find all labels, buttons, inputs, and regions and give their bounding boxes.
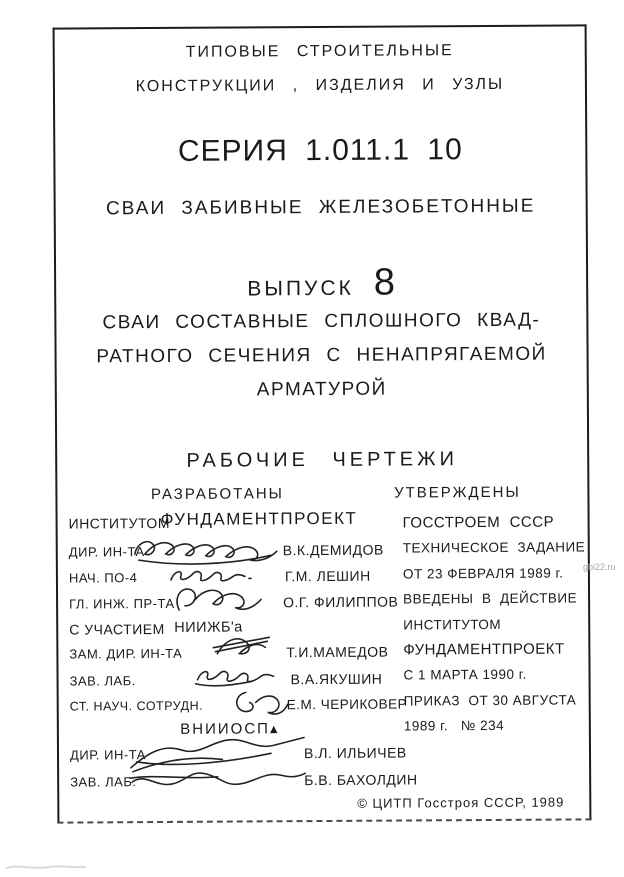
- copyright-line: © ЦИТП Госстроя СССР, 1989: [357, 794, 565, 811]
- person-name: В.Л. ИЛЬИЧЕВ: [303, 744, 407, 762]
- series-title: СЕРИЯ 1.011.1 10: [177, 133, 463, 168]
- signature-row: [70, 769, 418, 793]
- person-name: О.Г. ФИЛИППОВ: [283, 593, 399, 611]
- role-label: ГЛ. ИНЖ. ПР-ТА: [69, 595, 175, 612]
- approved-line: ГОССТРОЕМ СССР: [402, 513, 555, 532]
- faint-watermark: [4, 862, 89, 872]
- signature-bakholdin: [128, 763, 308, 796]
- institute-name: ВНИИОСП▴: [180, 720, 280, 738]
- approved-line: ФУНДАМЕНТПРОЕКТ: [403, 640, 565, 659]
- approved-line: ВВЕДЕНЫ В ДЕЙСТВИЕ: [403, 590, 578, 607]
- approved-line: ПРИКАЗ ОТ 30 АВГУСТА: [403, 692, 577, 709]
- approved-header: УТВЕРЖДЕНЫ: [394, 483, 521, 502]
- role-label: ЗАМ. ДИР. ИН-ТА: [69, 645, 183, 662]
- issue-label: ВЫПУСК: [247, 276, 354, 301]
- role-label: ЗАВ. ЛАБ.: [70, 774, 137, 790]
- role-label: ИНСТИТУТОМ: [68, 514, 171, 532]
- role-label: НАЧ. ПО-4: [68, 570, 138, 586]
- approved-column: [403, 509, 594, 739]
- document-subject-title: СВАИ ЗАБИВНЫЕ ЖЕЛЕЗОБЕТОННЫЕ: [105, 195, 536, 220]
- approved-line: ТЕХНИЧЕСКОЕ ЗАДАНИЕ: [402, 539, 586, 556]
- document-border-frame: [53, 24, 592, 823]
- drawings-title: РАБОЧИЕ ЧЕРТЕЖИ: [186, 448, 459, 472]
- approved-line: ОТ 23 ФЕВРАЛЯ 1989 г.: [402, 565, 564, 582]
- role-label: СТ. НАУЧ. СОТРУДН.: [69, 698, 204, 714]
- document-type-line2: КОНСТРУКЦИИ , ИЗДЕЛИЯ И УЗЛЫ: [135, 75, 505, 96]
- description-line: СВАИ СОСТАВНЫЕ СПЛОШНОГО КВАД-: [102, 309, 541, 334]
- signature-row: [69, 539, 409, 563]
- person-name: В.А.ЯКУШИН: [290, 670, 383, 688]
- approved-line: ИНСТИТУТОМ: [403, 616, 502, 633]
- description-line: АРМАТУРОЙ: [256, 378, 387, 401]
- person-name: Т.И.МАМЕДОВ: [286, 643, 389, 661]
- signature-mamedov: [207, 629, 277, 663]
- institute-name: НИИЖБ'а: [174, 619, 243, 636]
- person-name: Е.М. ЧЕРИКОВЕР: [286, 696, 408, 713]
- signature-demidov: [131, 531, 281, 566]
- signature-row: [69, 591, 409, 615]
- role-label: ДИР. ИН-ТА: [68, 544, 145, 560]
- approved-line: 1989 г. № 234: [403, 718, 505, 734]
- issue-line: [56, 260, 586, 306]
- participation-label: С УЧАСТИЕМ: [69, 620, 165, 638]
- person-name: В.К.ДЕМИДОВ: [282, 541, 384, 559]
- signature-cherikover: [232, 686, 290, 718]
- role-label: ЗАВ. ЛАБ.: [69, 673, 136, 689]
- site-watermark: gbi22.ru: [583, 562, 616, 572]
- developed-header: РАЗРАБОТАНЫ: [150, 485, 284, 504]
- signature-filippov: [171, 581, 266, 618]
- person-name: Г.М. ЛЕШИН: [284, 567, 371, 585]
- signature-row: [70, 694, 410, 718]
- approved-line: С 1 МАРТА 1990 г.: [403, 667, 527, 683]
- institute-name: ФУНДАМЕНТПРОЕКТ: [160, 508, 358, 529]
- document-type-line1: ТИПОВЫЕ СТРОИТЕЛЬНЫЕ: [185, 42, 454, 61]
- issue-number: 8: [373, 261, 396, 304]
- person-name: Б.В. БАХОЛДИН: [304, 771, 418, 789]
- role-label: ДИР. ИН-ТА: [69, 747, 146, 763]
- description-line: РАТНОГО СЕЧЕНИЯ С НЕНАПРЯГАЕМОЙ: [96, 343, 547, 368]
